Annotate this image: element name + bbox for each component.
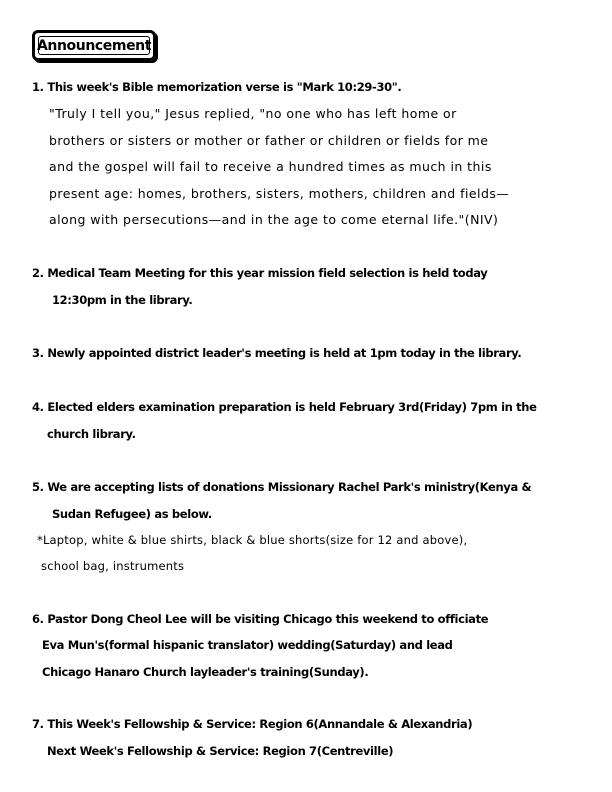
item-2-line: 12:30pm in the library. — [52, 293, 193, 307]
item-7-line: 7. This Week's Fellowship & Service: Region 6(Annandale & Alexandria) — [32, 717, 473, 731]
item-1-verse-line: along with persecutions—and in the age to come eternal life."(NIV) — [49, 212, 499, 227]
item-5-line: 5. We are accepting lists of donations Missionary Rachel Park's ministry(Kenya & — [32, 480, 532, 494]
item-3-line: 3. Newly appointed district leader's meeting is held at 1pm today in the library. — [32, 346, 522, 360]
item-5-line: Sudan Refugee) as below. — [52, 507, 212, 521]
announcement-title-box — [32, 30, 156, 61]
item-1-heading: 1. This week's Bible memorization verse is "Mark 10:29-30". — [32, 80, 402, 94]
item-6-line: 6. Pastor Dong Cheol Lee will be visiting Chicago this weekend to officiate — [32, 612, 489, 626]
item-1-verse-line: brothers or sisters or mother or father or children or fields for me — [49, 133, 489, 148]
item-4-line: 4. Elected elders examination preparation is held February 3rd(Friday) 7pm in the — [32, 400, 537, 414]
announcement-title-frame — [38, 36, 150, 55]
item-1-verse-line: and the gospel will fail to receive a hundred times as much in this — [49, 159, 492, 174]
item-6-line: Chicago Hanaro Church layleader's training(Sunday). — [42, 665, 369, 679]
item-5-donation-list: school bag, instruments — [41, 559, 185, 573]
announcement-title: Announcement — [36, 37, 152, 54]
item-1-verse-line: "Truly I tell you," Jesus replied, "no one who has left home or — [49, 106, 457, 121]
item-4-line: church library. — [47, 427, 136, 441]
item-1-verse-line: present age: homes, brothers, sisters, mothers, children and fields— — [49, 186, 510, 201]
item-5-donation-list: *Laptop, white & blue shirts, black & blue shorts(size for 12 and above), — [37, 533, 468, 547]
item-7-line: Next Week's Fellowship & Service: Region 7(Centreville) — [47, 744, 394, 758]
item-2-line: 2. Medical Team Meeting for this year mission field selection is held today — [32, 266, 488, 280]
item-6-line: Eva Mun's(formal hispanic translator) wedding(Saturday) and lead — [42, 638, 453, 652]
